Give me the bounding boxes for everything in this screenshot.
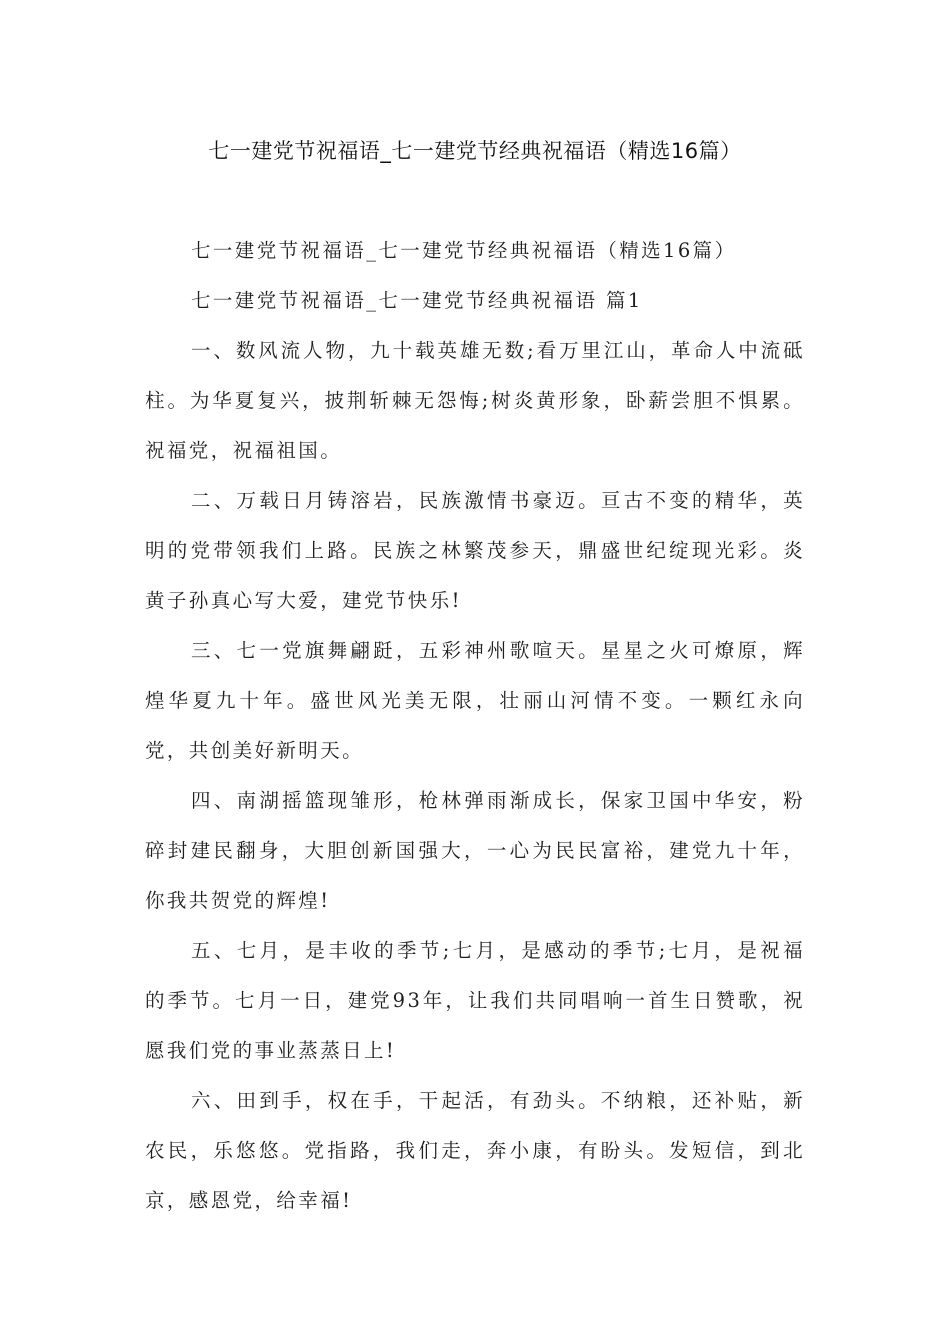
paragraph-line: 明的党带领我们上路。民族之林繁茂参天，鼎盛世纪绽现光彩。炎 <box>145 539 805 562</box>
paragraph-4 <box>145 786 805 936</box>
paragraph-line: 京，感恩党，给幸福! <box>145 1189 353 1212</box>
paragraph-line: 你我共贺党的辉煌! <box>145 889 331 912</box>
paragraph-line: 碎封建民翻身，大胆创新国强大，一心为民民富裕，建党九十年， <box>145 839 805 862</box>
paragraph-line: 三、七一党旗舞翩跹，五彩神州歌喧天。星星之火可燎原，辉 <box>191 639 805 662</box>
paragraph-5 <box>145 936 805 1086</box>
paragraph-line: 煌华夏九十年。盛世风光美无限，壮丽山河情不变。一颗红永向 <box>145 689 805 712</box>
paragraph-line: 的季节。七月一日，建党93年，让我们共同唱响一首生日赞歌，祝 <box>145 989 805 1012</box>
paragraph-line: 农民，乐悠悠。党指路，我们走，奔小康，有盼头。发短信，到北 <box>145 1139 805 1162</box>
paragraph-line: 一、数风流人物，九十载英雄无数;看万里江山，革命人中流砥 <box>191 339 805 362</box>
paragraph-line: 党，共创美好新明天。 <box>145 739 365 762</box>
section-heading: 七一建党节祝福语_七一建党节经典祝福语 篇1 <box>191 289 643 312</box>
paragraph-6 <box>145 1086 805 1236</box>
paragraph-2 <box>145 486 805 636</box>
paragraph-line: 愿我们党的事业蒸蒸日上! <box>145 1039 397 1062</box>
paragraph-line: 六、田到手，权在手，干起活，有劲头。不纳粮，还补贴，新 <box>191 1089 805 1112</box>
paragraph-line: 四、南湖摇篮现雏形，枪林弹雨渐成长，保家卫国中华安，粉 <box>191 789 805 812</box>
paragraph-line: 五、七月，是丰收的季节;七月，是感动的季节;七月，是祝福 <box>191 939 805 962</box>
paragraph-1 <box>145 336 805 486</box>
paragraph-line: 二、万载日月铸溶岩，民族激情书豪迈。亘古不变的精华，英 <box>191 489 805 512</box>
paragraph-line: 祝福党，祝福祖国。 <box>145 439 343 462</box>
subtitle-line: 七一建党节祝福语_七一建党节经典祝福语（精选16篇） <box>191 239 737 262</box>
document-body <box>145 236 805 1236</box>
paragraph-line: 柱。为华夏复兴，披荆斩棘无怨悔;树炎黄形象，卧薪尝胆不惧累。 <box>145 389 805 412</box>
paragraph-3 <box>145 636 805 786</box>
document-title: 七一建党节祝福语_七一建党节经典祝福语（精选16篇） <box>208 139 742 163</box>
paragraph-line: 黄子孙真心写大爱，建党节快乐! <box>145 589 462 612</box>
